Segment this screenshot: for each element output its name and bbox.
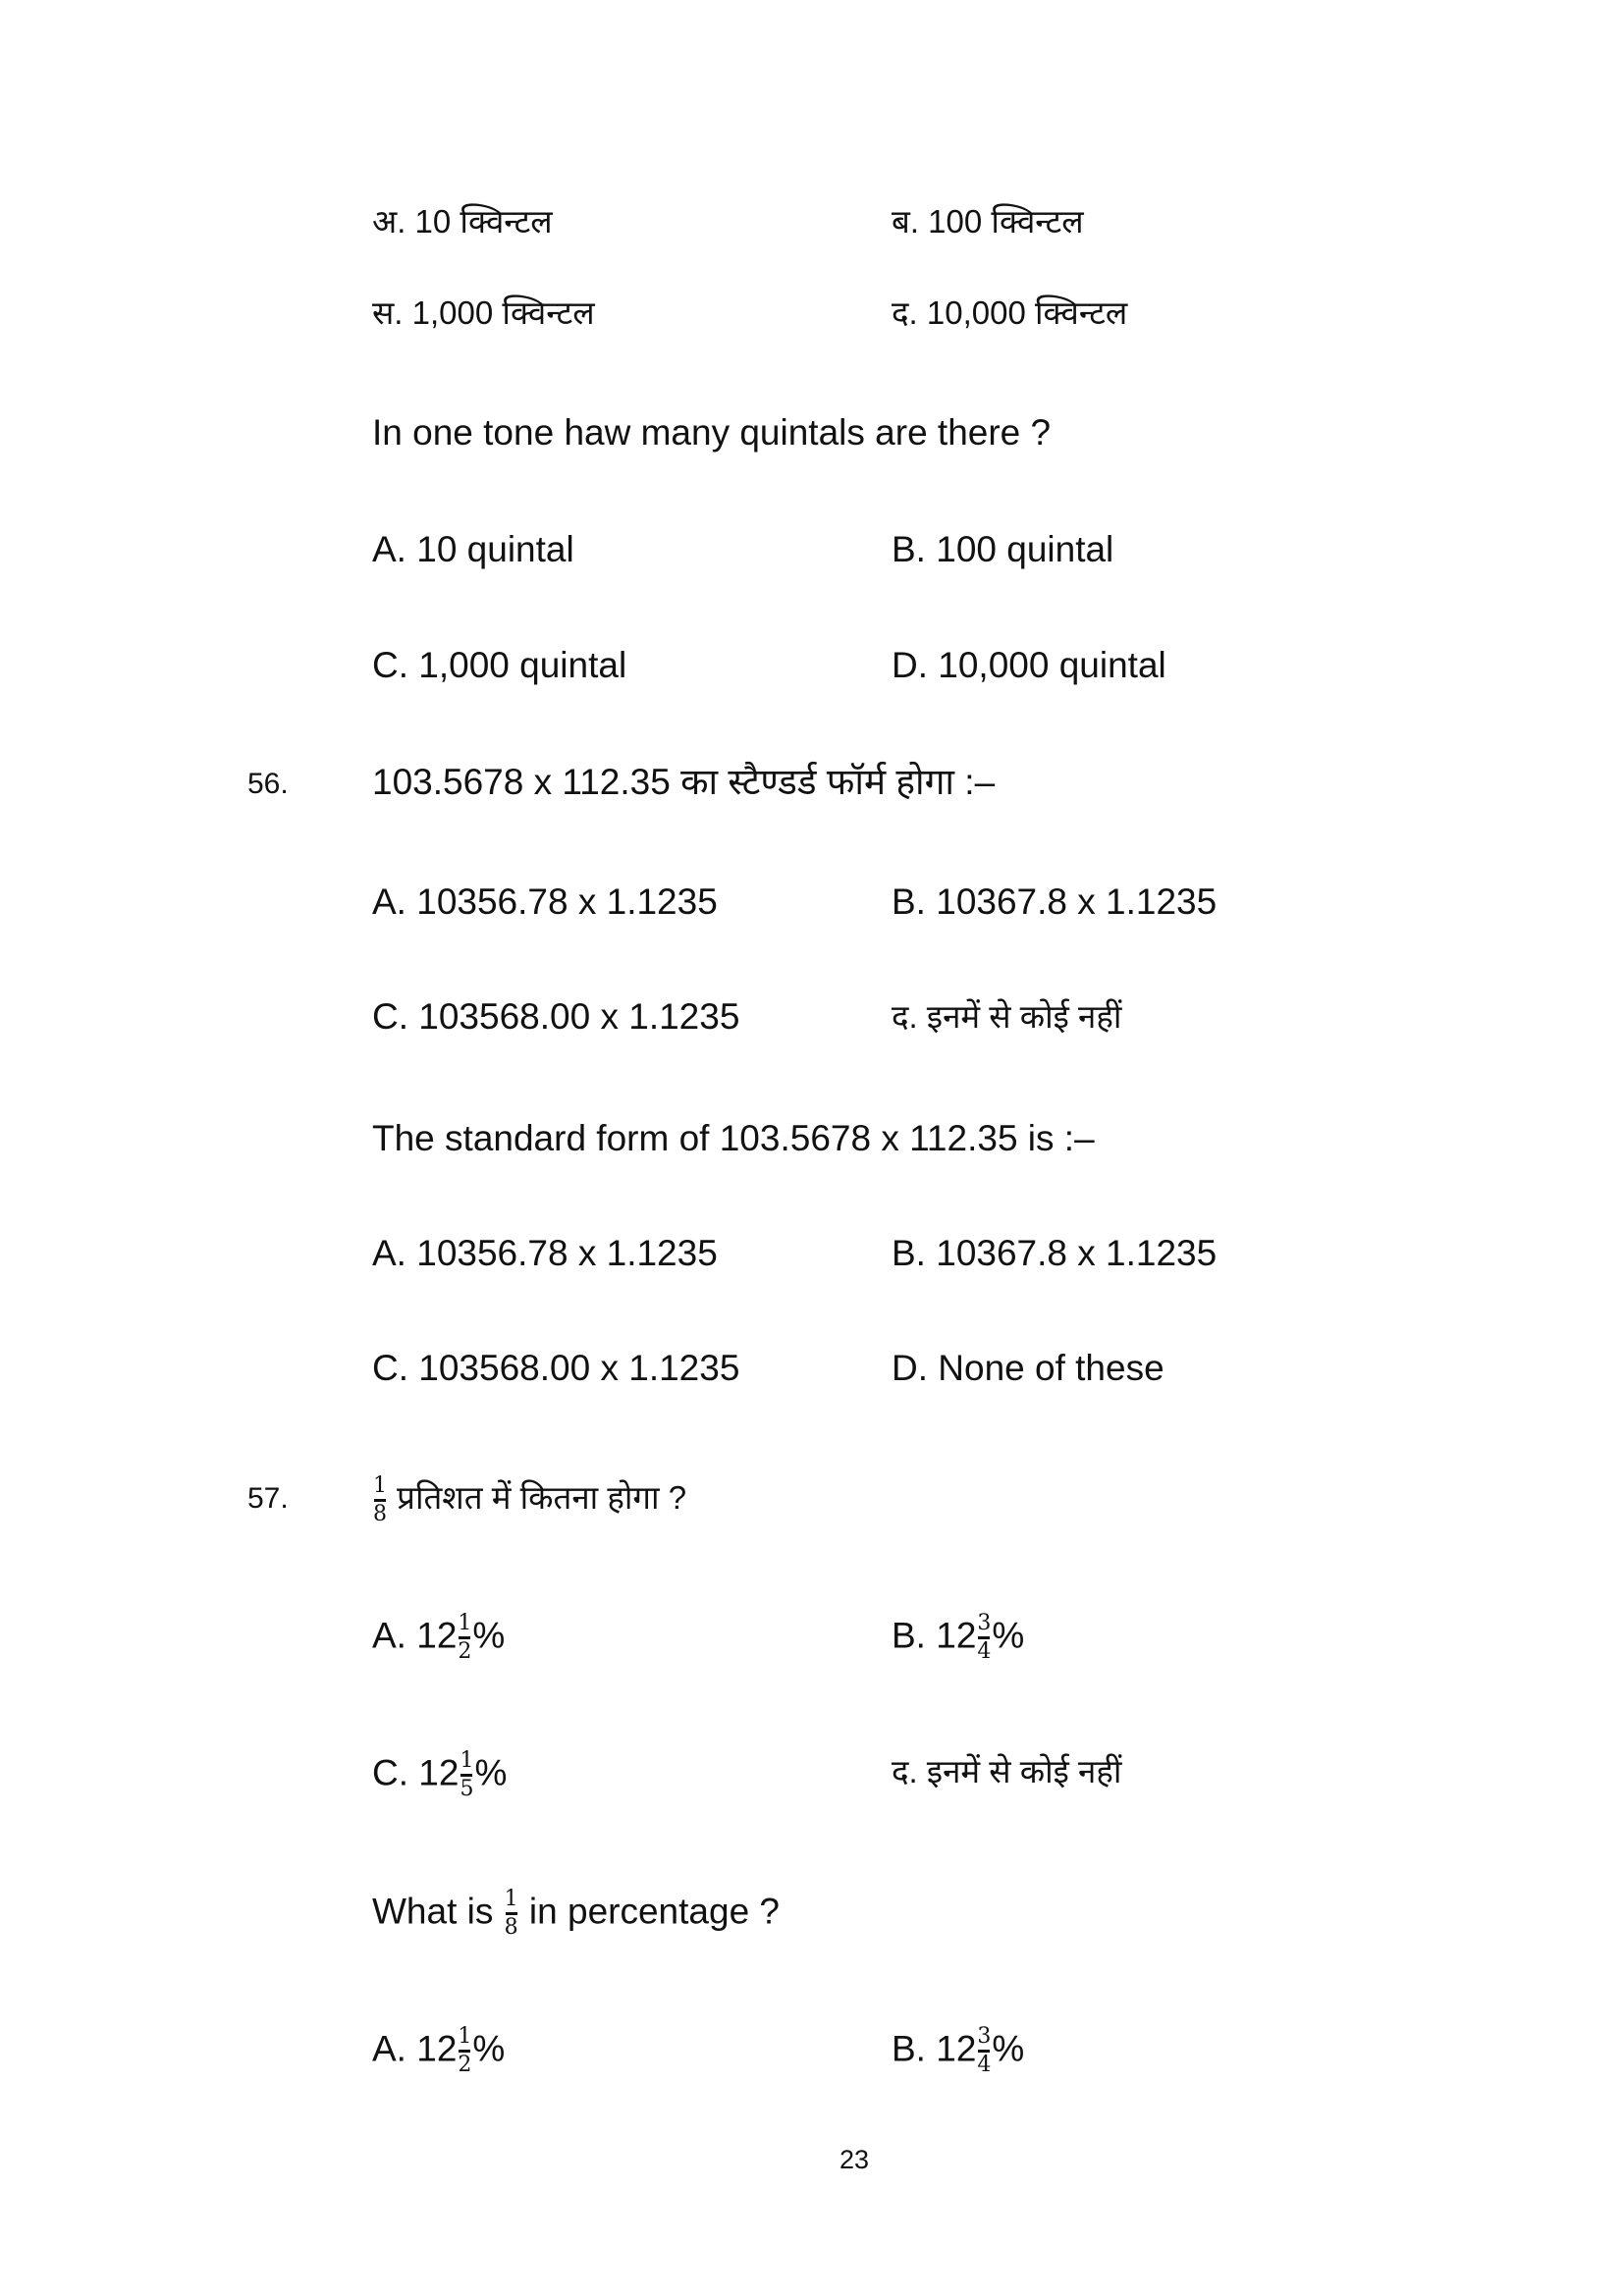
percent: % bbox=[992, 2028, 1025, 2069]
q55-option-a: A. 10 quintal bbox=[372, 529, 574, 569]
q55-hindi-option-c: स. 1,000 क्विन्टल bbox=[372, 294, 595, 331]
q57-hindi-question bbox=[372, 1475, 686, 1525]
q55-hindi-option-b: ब. 100 क्विन्टल bbox=[892, 203, 1084, 240]
q56-hindi-option-b: B. 10367.8 x 1.1235 bbox=[892, 881, 1218, 922]
q57-hindi-option-a bbox=[372, 1613, 505, 1663]
q57-option-a bbox=[372, 2026, 505, 2076]
numerator: 1 bbox=[460, 1748, 474, 1773]
fraction bbox=[977, 1613, 991, 1663]
q55-hindi-option-d: द. 10,000 क्विन्टल bbox=[892, 294, 1128, 331]
numerator: 1 bbox=[504, 1887, 518, 1911]
numerator: 3 bbox=[977, 1611, 992, 1635]
q55-option-c: C. 1,000 quintal bbox=[372, 645, 627, 685]
denominator: 4 bbox=[977, 2053, 992, 2077]
q57-hindi-option-c bbox=[372, 1750, 507, 1800]
option-label: B. 12 bbox=[892, 2028, 977, 2069]
q56-option-c: C. 103568.00 x 1.1235 bbox=[372, 1348, 740, 1388]
q57-english-question bbox=[372, 1889, 780, 1939]
q57-number: 57. bbox=[247, 1482, 289, 1515]
denominator: 8 bbox=[504, 1915, 518, 1940]
denominator: 2 bbox=[458, 2053, 472, 2077]
fraction bbox=[458, 1613, 471, 1663]
q55-hindi-option-a: अ. 10 क्विन्टल bbox=[372, 203, 553, 240]
q55-english-question: In one tone haw many quintals are there ? bbox=[372, 412, 1052, 453]
numerator: 3 bbox=[977, 2024, 992, 2049]
option-label: B. 12 bbox=[892, 1615, 977, 1656]
q56-option-b: B. 10367.8 x 1.1235 bbox=[892, 1233, 1218, 1273]
denominator: 8 bbox=[373, 1502, 387, 1526]
percent: % bbox=[474, 1752, 508, 1793]
percent: % bbox=[992, 1615, 1025, 1656]
q55-option-b: B. 100 quintal bbox=[892, 529, 1114, 569]
q56-hindi-option-c: C. 103568.00 x 1.1235 bbox=[372, 996, 740, 1037]
q56-hindi-option-d: द. इनमें से कोई नहीं bbox=[892, 998, 1122, 1035]
fraction bbox=[505, 1889, 518, 1939]
question-prefix: What is bbox=[372, 1891, 494, 1932]
option-label: A. 12 bbox=[372, 2028, 458, 2069]
q55-option-d: D. 10,000 quintal bbox=[892, 645, 1166, 685]
fraction bbox=[977, 2026, 991, 2076]
q56-hindi-option-a: A. 10356.78 x 1.1235 bbox=[372, 881, 718, 922]
denominator: 4 bbox=[977, 1639, 992, 1664]
option-label: A. 12 bbox=[372, 1615, 458, 1656]
question-text: प्रतिशत में कितना होगा ? bbox=[397, 1479, 687, 1517]
q57-hindi-option-d: द. इनमें से कोई नहीं bbox=[892, 1753, 1122, 1789]
numerator: 1 bbox=[458, 2024, 472, 2049]
q56-number: 56. bbox=[247, 768, 289, 800]
q56-hindi-question: 103.5678 x 112.35 का स्टैण्डर्ड फॉर्म होगा :– bbox=[372, 762, 996, 802]
option-label: C. 12 bbox=[372, 1752, 460, 1793]
q57-option-b bbox=[892, 2026, 1024, 2076]
q56-option-d: D. None of these bbox=[892, 1348, 1164, 1388]
percent: % bbox=[472, 2028, 506, 2069]
fraction bbox=[373, 1475, 387, 1525]
denominator: 5 bbox=[460, 1777, 474, 1801]
q56-option-a: A. 10356.78 x 1.1235 bbox=[372, 1233, 718, 1273]
page-number: 23 bbox=[839, 2145, 870, 2174]
denominator: 2 bbox=[458, 1639, 472, 1664]
q56-english-question: The standard form of 103.5678 x 112.35 is :– bbox=[372, 1118, 1095, 1158]
numerator: 1 bbox=[373, 1473, 387, 1498]
fraction bbox=[458, 2026, 471, 2076]
question-suffix: in percentage ? bbox=[528, 1891, 781, 1932]
numerator: 1 bbox=[458, 1611, 472, 1635]
fraction bbox=[460, 1750, 473, 1800]
percent: % bbox=[472, 1615, 506, 1656]
q57-hindi-option-b bbox=[892, 1613, 1024, 1663]
